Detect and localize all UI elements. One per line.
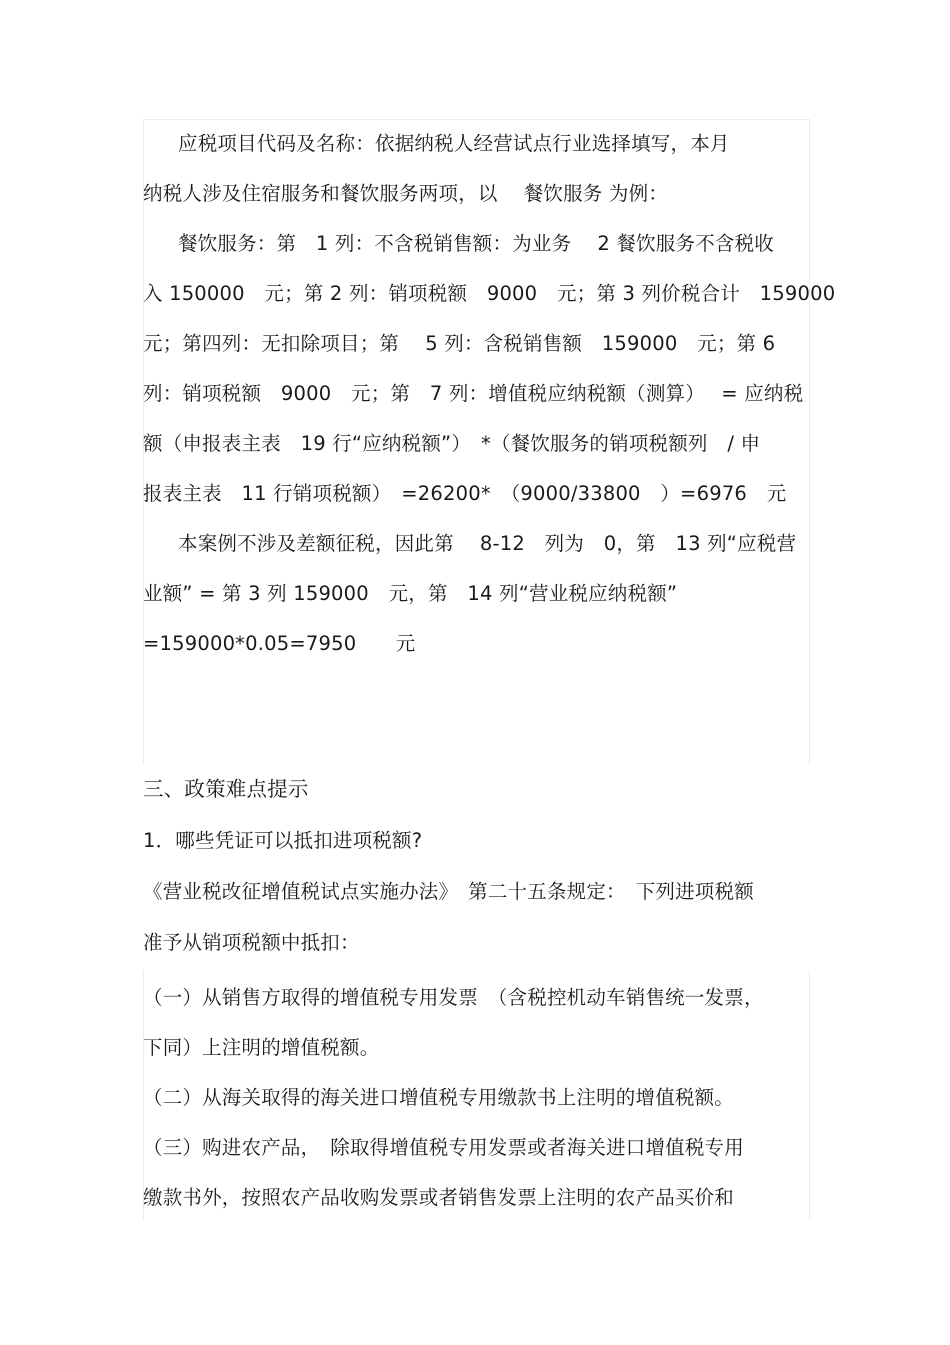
list-item-line: 缴款书外，按照农产品收购发票或者销售发票上注明的农产品买价和 [143,1186,735,1209]
paragraph-line: 准予从销项税额中抵扣： [143,931,360,954]
list-item-line: （二）从海关取得的海关进口增值税专用缴款书上注明的增值税额。 [143,1086,735,1109]
paragraph-line: 本案例不涉及差额征税，因此第 8-12 列为 0，第 13 列“应税营 [178,532,797,555]
list-item-line: （三）购进农产品， 除取得增值税专用发票或者海关进口增值税专用 [143,1136,744,1159]
paragraph-line: 元；第四列：无扣除项目；第 5 列：含税销售额 159000 元；第 6 [143,332,776,355]
question-line: 1．哪些凭证可以抵扣进项税额? [143,829,423,852]
section-heading: 三、政策难点提示 [143,777,309,801]
list-item-line: 下同）上注明的增值税额。 [143,1036,380,1059]
paragraph-line: 纳税人涉及住宿服务和餐饮服务两项，以 餐饮服务 为例： [143,182,668,205]
paragraph-line: 应税项目代码及名称：依据纳税人经营试点行业选择填写，本月 [178,132,730,155]
paragraph-line: 额（申报表主表 19 行“应纳税额”） *（餐饮服务的销项税额列 / 申 [143,432,761,455]
paragraph-line: 入 150000 元；第 2 列：销项税额 9000 元；第 3 列价税合计 159000 [143,282,836,305]
paragraph-line: =159000*0.05=7950 元 [143,632,416,655]
paragraph-line: 《营业税改征增值税试点实施办法》 第二十五条规定： 下列进项税额 [143,880,754,903]
list-item-line: （一）从销售方取得的增值税专用发票 （含税控机动车销售统一发票， [143,986,764,1009]
paragraph-line: 餐饮服务：第 1 列：不含税销售额：为业务 2 餐饮服务不含税收 [178,232,775,255]
paragraph-line: 列：销项税额 9000 元；第 7 列：增值税应纳税额（测算） = 应纳税 [143,382,804,405]
paragraph-line: 业额” = 第 3 列 159000 元，第 14 列“营业税应纳税额” [143,582,678,605]
paragraph-line: 报表主表 11 行销项税额） =26200* （9000/33800 ）=6976 元 [143,482,787,505]
